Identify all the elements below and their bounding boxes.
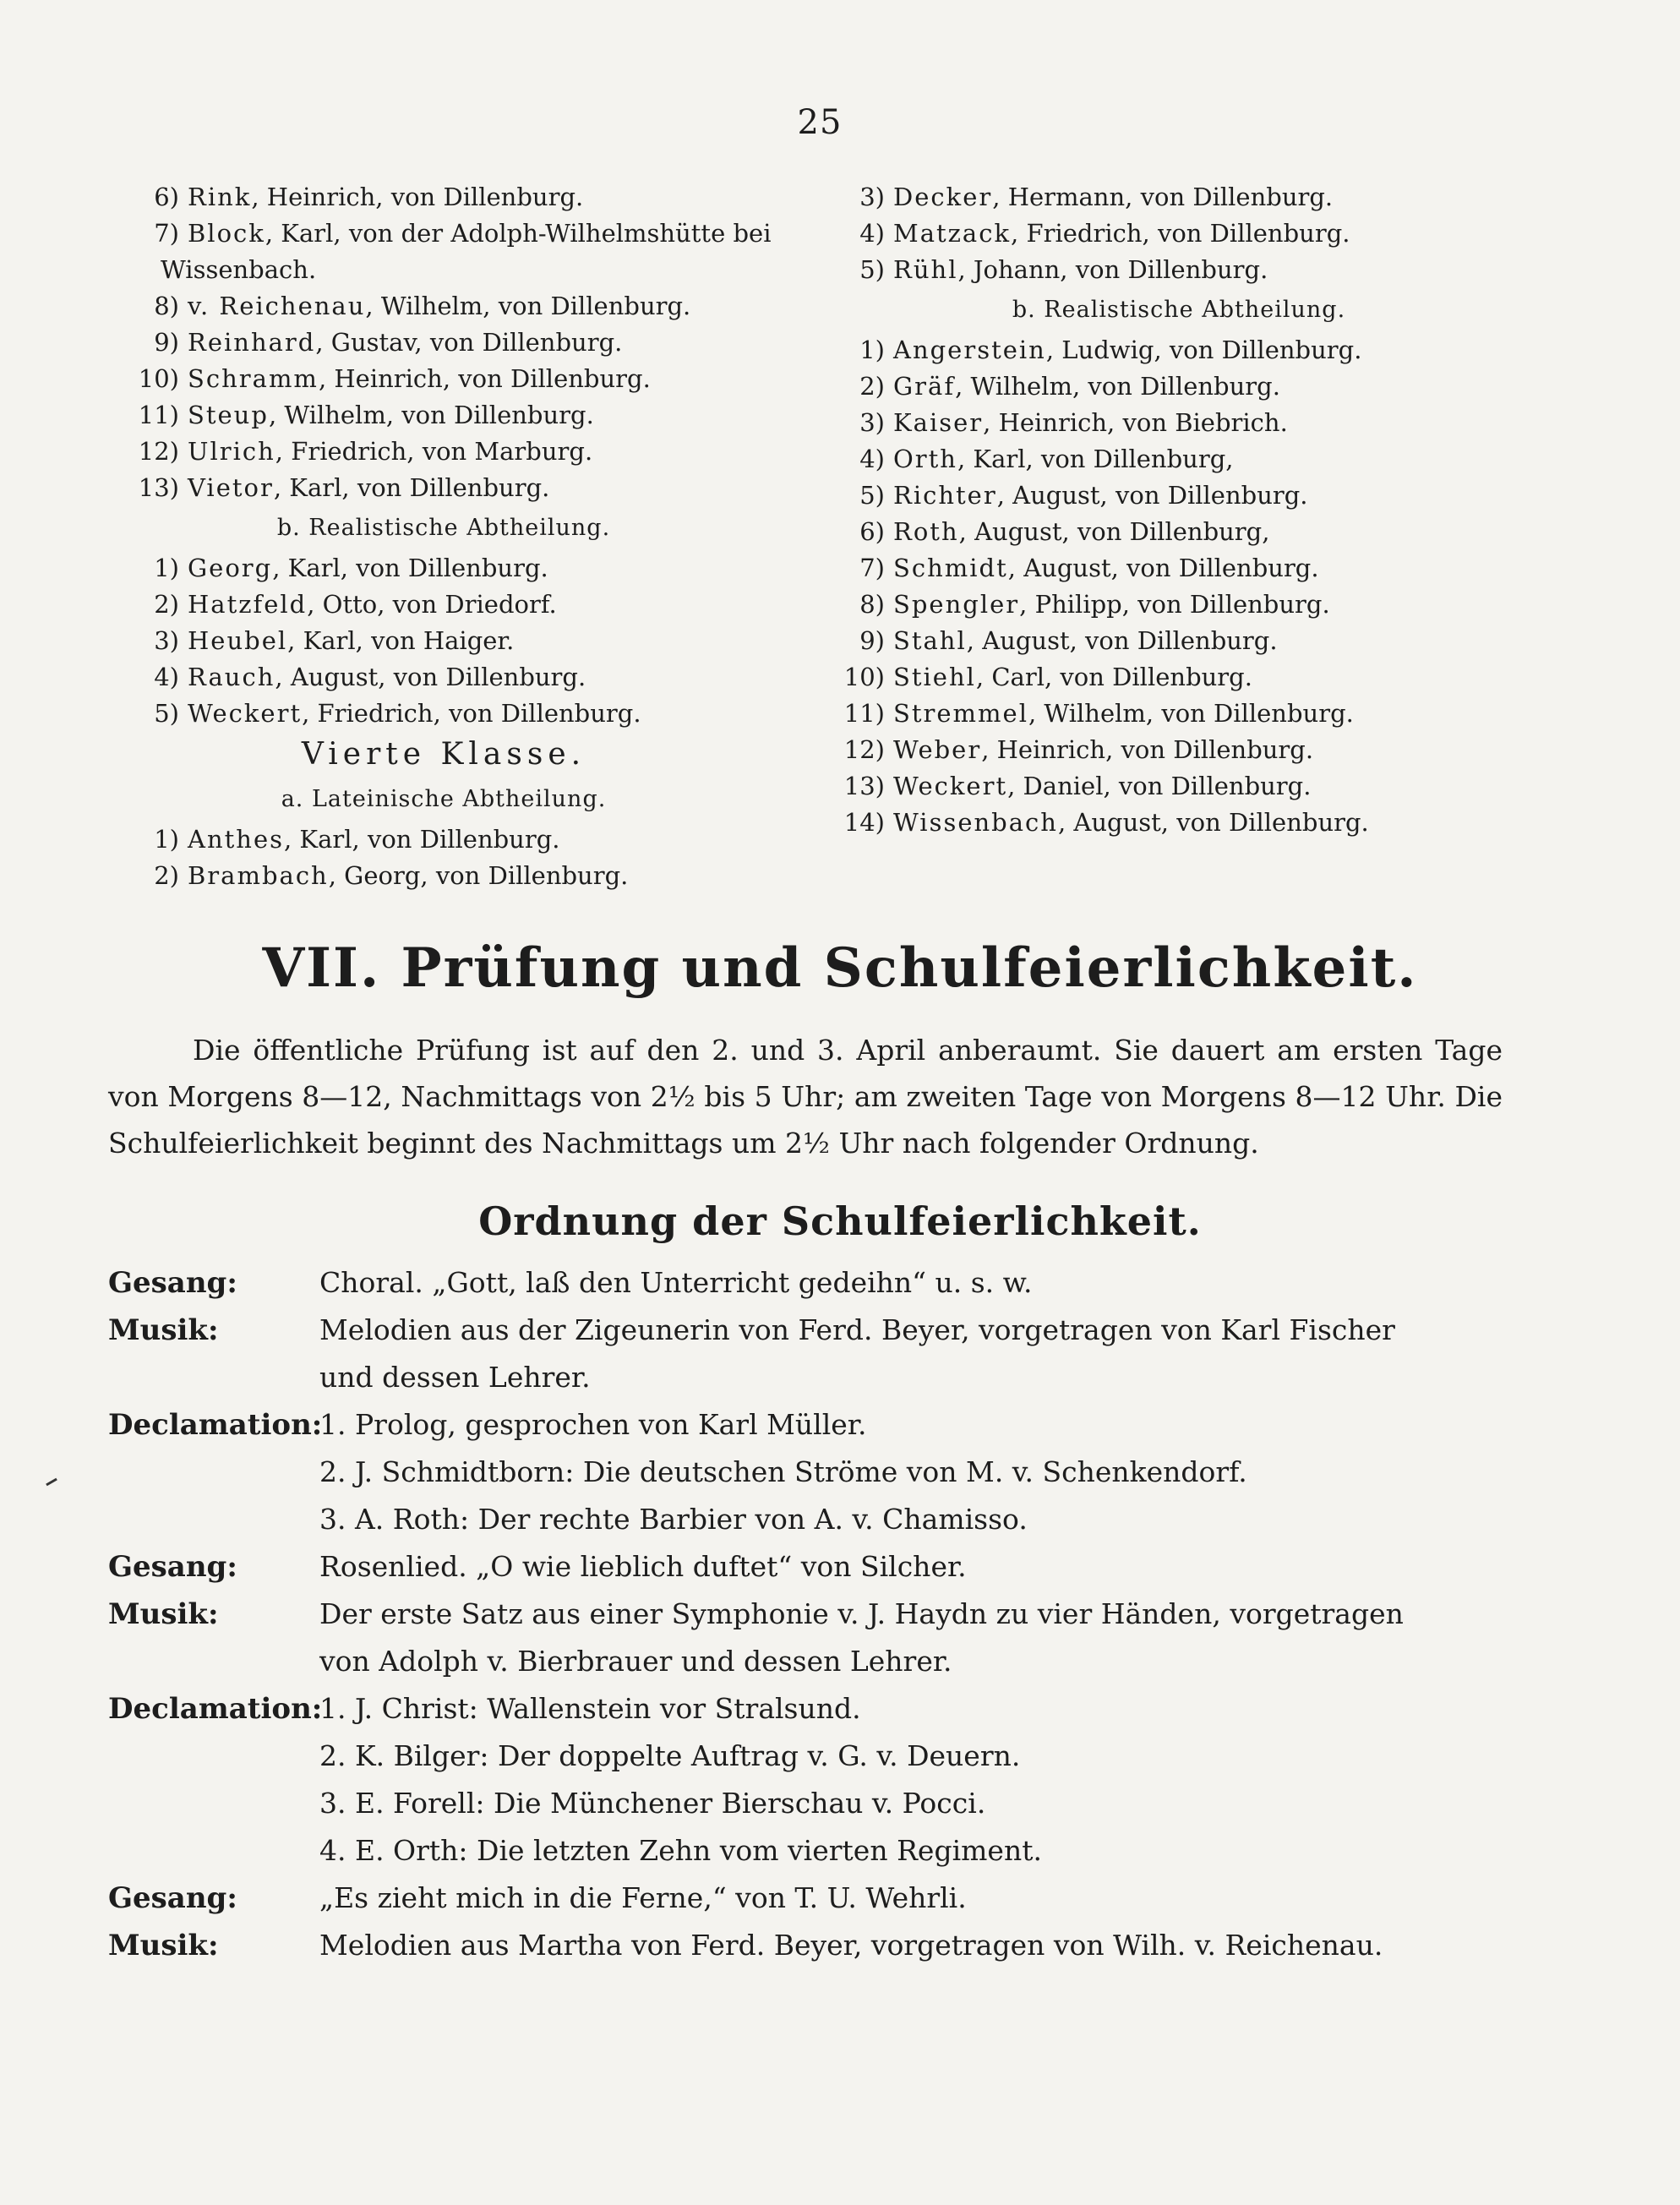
list-item xyxy=(832,550,1525,587)
program-item xyxy=(108,1591,1511,1685)
entry-details: , Wilhelm, von Dillenburg. xyxy=(955,372,1280,401)
list-item xyxy=(832,216,1525,252)
entry-surname: Spengler xyxy=(893,590,1020,619)
entry-number: 7) xyxy=(154,219,179,248)
entry-number: 11) xyxy=(138,401,179,429)
entry-surname: Stiehl xyxy=(893,663,976,691)
entry-details: , August, von Dillenburg. xyxy=(966,626,1278,655)
program-label: Musik: xyxy=(108,1597,219,1631)
entry-number: 10) xyxy=(138,364,179,393)
program-item xyxy=(108,1922,1511,1969)
entry-details: , Philipp, von Dillenburg. xyxy=(1019,590,1330,619)
entry-number: 5) xyxy=(859,255,885,284)
entry-surname: Stremmel xyxy=(893,699,1028,728)
subheading: b. Realistische Abtheilung. xyxy=(276,515,611,541)
list-item xyxy=(127,470,828,506)
entry-number: 5) xyxy=(859,481,885,510)
entry-number: 1) xyxy=(154,554,179,582)
entry-surname: Rühl xyxy=(893,255,958,284)
list-item xyxy=(832,514,1525,550)
program-line: 3. A. Roth: Der rechte Barbier von A. v. Chamisso. xyxy=(319,1503,1028,1536)
list-item xyxy=(832,332,1525,368)
program-text xyxy=(319,1307,1511,1401)
entry-details: , Heinrich, von Dillenburg. xyxy=(981,735,1314,764)
list-item xyxy=(127,179,828,216)
entry-surname: Rauch xyxy=(188,663,275,691)
entry-details: , Karl, von Dillenburg. xyxy=(273,473,550,502)
program-line: 3. E. Forell: Die Münchener Bierschau v. Pocci. xyxy=(319,1787,986,1820)
program-item xyxy=(108,1259,1511,1307)
entry-surname: Gräf xyxy=(893,372,956,401)
program-line: Rosenlied. „O wie lieblich duftet“ von Silcher. xyxy=(319,1550,967,1583)
entry-details: , Karl, von Dillenburg. xyxy=(272,554,548,582)
entry-details: , Georg, von Dillenburg. xyxy=(328,861,629,890)
subheading: a. Lateinische Abtheilung. xyxy=(281,786,607,812)
list-item xyxy=(832,587,1525,623)
entry-surname: Wissenbach xyxy=(893,808,1058,837)
program-line: 1. J. Christ: Wallenstein vor Stralsund. xyxy=(319,1692,861,1725)
entry-number: 13) xyxy=(138,473,179,502)
program-text xyxy=(319,1685,1511,1875)
entry-details: , Gustav, von Dillenburg. xyxy=(315,328,623,357)
list-item xyxy=(127,325,828,361)
entry-number: 2) xyxy=(154,590,179,619)
entry-surname: Orth xyxy=(893,445,957,473)
program-list xyxy=(108,1259,1511,1969)
program-text xyxy=(319,1875,1511,1922)
program-line: 1. Prolog, gesprochen von Karl Müller. xyxy=(319,1408,867,1441)
list-item xyxy=(127,623,828,659)
entry-details: , Wilhelm, von Dillenburg. xyxy=(1028,699,1354,728)
program-label: Musik: xyxy=(108,1929,219,1962)
program-label: Gesang: xyxy=(108,1881,237,1915)
entry-details: , Hermann, von Dillenburg. xyxy=(992,183,1334,211)
entry-surname: Weckert xyxy=(893,772,1008,800)
list-item xyxy=(832,252,1525,288)
program-line: Melodien aus Martha von Ferd. Beyer, vorgetragen von Wilh. v. Reichenau. xyxy=(319,1929,1383,1962)
entry-surname: Roth xyxy=(893,517,959,546)
entry-surname: Stahl xyxy=(893,626,967,655)
entry-number: 5) xyxy=(154,699,179,728)
list-item xyxy=(832,805,1525,841)
entry-surname: Angerstein xyxy=(893,336,1046,364)
entry-details: , Friedrich, von Marburg. xyxy=(275,437,593,466)
program-label: Declamation: xyxy=(108,1408,323,1442)
entry-number: 1) xyxy=(154,825,179,854)
entry-surname: Matzack xyxy=(893,219,1012,248)
entry-details: Wissenbach. xyxy=(161,255,317,284)
entry-surname: Weber xyxy=(893,735,982,764)
entry-details: , Heinrich, von Biebrich. xyxy=(983,408,1288,437)
entry-surname: Weckert xyxy=(188,699,303,728)
entry-surname: Heubel xyxy=(188,626,288,655)
entry-number: 11) xyxy=(843,699,885,728)
section-title: VII. Prüfung und Schulfeierlichkeit. xyxy=(262,936,1418,1000)
program-line: Der erste Satz aus einer Symphonie v. J. Haydn zu vier Händen, vorgetragen xyxy=(319,1597,1404,1630)
entry-details: , August, von Dillenburg, xyxy=(958,517,1270,546)
entry-surname: Ulrich xyxy=(188,437,275,466)
page-number: 25 xyxy=(797,103,843,142)
entry-details: , Friedrich, von Dillenburg. xyxy=(1011,219,1350,248)
list-item xyxy=(127,288,828,325)
exam-paragraph: Die öffentliche Prüfung ist auf den 2. und 3. April anberaumt. Sie dauert am ersten Tage von Morgens 8—12, Nachmittags von 2½ bis 5 Uhr; am zweiten Tage von Morgens 8—12 Uhr. Die Schulfeierlichkeit beginnt des Nachmittags um 2½ Uhr nach folgender Ordnung. xyxy=(108,1034,1503,1160)
entry-number: 4) xyxy=(859,445,885,473)
entry-details: , August, von Dillenburg. xyxy=(996,481,1308,510)
left-column xyxy=(127,179,828,894)
list-item xyxy=(127,216,828,252)
list-item xyxy=(127,587,828,623)
entry-number: 9) xyxy=(154,328,179,357)
program-line: 2. K. Bilger: Der doppelte Auftrag v. G. v. Deuern. xyxy=(319,1739,1021,1772)
entry-details: , Karl, von Haiger. xyxy=(287,626,515,655)
program-line: 4. E. Orth: Die letzten Zehn vom vierten Regiment. xyxy=(319,1834,1042,1867)
list-item xyxy=(127,361,828,397)
entry-surname: Reinhard xyxy=(188,328,316,357)
entry-number: 3) xyxy=(859,183,885,211)
margin-mark xyxy=(46,1478,57,1487)
entry-details: , August, von Dillenburg. xyxy=(1007,554,1319,582)
program-item xyxy=(108,1307,1511,1401)
list-item xyxy=(832,659,1525,696)
entry-details: , Heinrich, von Dillenburg. xyxy=(318,364,651,393)
entry-number: 12) xyxy=(843,735,885,764)
entry-details: , Karl, von Dillenburg. xyxy=(284,825,560,854)
program-line: Choral. „Gott, laß den Unterricht gedeihn“ u. s. w. xyxy=(319,1266,1033,1299)
entry-details: , Karl, von Dillenburg, xyxy=(957,445,1234,473)
entry-number: 7) xyxy=(859,554,885,582)
program-text xyxy=(319,1591,1511,1685)
program-label: Gesang: xyxy=(108,1550,237,1584)
program-item xyxy=(108,1543,1511,1591)
entry-number: 8) xyxy=(154,292,179,320)
entry-surname: Vietor xyxy=(188,473,274,502)
program-line: 2. J. Schmidtborn: Die deutschen Ströme von M. v. Schenkendorf. xyxy=(319,1455,1247,1488)
list-item xyxy=(832,696,1525,732)
entry-details: , Otto, von Driedorf. xyxy=(307,590,557,619)
entry-number: 8) xyxy=(859,590,885,619)
entry-details: , August, von Dillenburg. xyxy=(1057,808,1369,837)
entry-details: , August, von Dillenburg. xyxy=(275,663,586,691)
entry-number: 4) xyxy=(154,663,179,691)
entry-surname: Hatzfeld xyxy=(188,590,308,619)
entry-number: 2) xyxy=(154,861,179,890)
entry-surname: Brambach xyxy=(188,861,329,890)
program-line: Melodien aus der Zigeunerin von Ferd. Beyer, vorgetragen von Karl Fischer xyxy=(319,1313,1395,1346)
list-item xyxy=(127,434,828,470)
program-subtitle: Ordnung der Schulfeierlichkeit. xyxy=(478,1198,1202,1244)
entry-surname: Anthes xyxy=(188,825,284,854)
list-item xyxy=(127,696,828,732)
right-column xyxy=(832,179,1525,841)
program-text xyxy=(319,1543,1511,1591)
entry-surname: Schmidt xyxy=(893,554,1008,582)
entry-details: , Karl, von der Adolph-Wilhelmshütte bei xyxy=(265,219,772,248)
entry-number: 3) xyxy=(859,408,885,437)
entry-details: , Heinrich, von Dillenburg. xyxy=(251,183,584,211)
list-item xyxy=(127,858,828,894)
entry-number: 6) xyxy=(859,517,885,546)
program-label: Declamation: xyxy=(108,1692,323,1726)
list-item xyxy=(127,397,828,434)
entry-details: , Friedrich, von Dillenburg. xyxy=(302,699,641,728)
program-text xyxy=(319,1922,1511,1969)
entry-surname: Kaiser xyxy=(893,408,984,437)
entry-details: , Ludwig, von Dillenburg. xyxy=(1045,336,1362,364)
entry-number: 2) xyxy=(859,372,885,401)
entry-surname: Decker xyxy=(893,183,993,211)
entry-number: 4) xyxy=(859,219,885,248)
list-item xyxy=(832,405,1525,441)
program-line: von Adolph v. Bierbrauer und dessen Lehrer. xyxy=(319,1645,952,1678)
entry-details: , Carl, von Dillenburg. xyxy=(975,663,1252,691)
program-text xyxy=(319,1259,1511,1307)
entry-number: 14) xyxy=(843,808,885,837)
list-item xyxy=(127,252,828,288)
program-item xyxy=(108,1875,1511,1922)
program-label: Musik: xyxy=(108,1313,219,1347)
program-line: und dessen Lehrer. xyxy=(319,1361,591,1394)
list-item xyxy=(832,768,1525,805)
list-item xyxy=(127,550,828,587)
program-line: „Es zieht mich in die Ferne,“ von T. U. Wehrli. xyxy=(319,1881,967,1914)
program-item xyxy=(108,1685,1511,1875)
entry-number: 3) xyxy=(154,626,179,655)
entry-number: 13) xyxy=(843,772,885,800)
entry-surname: v. Reichenau xyxy=(188,292,366,320)
entry-number: 6) xyxy=(154,183,179,211)
entry-surname: Steup xyxy=(188,401,269,429)
list-item xyxy=(832,179,1525,216)
program-text xyxy=(319,1401,1511,1543)
subheading: b. Realistische Abtheilung. xyxy=(1012,297,1346,323)
entry-details: , Wilhelm, von Dillenburg. xyxy=(268,401,594,429)
entry-surname: Block xyxy=(188,219,265,248)
entry-number: 10) xyxy=(843,663,885,691)
entry-details: , Daniel, von Dillenburg. xyxy=(1007,772,1312,800)
program-label: Gesang: xyxy=(108,1266,237,1300)
list-item xyxy=(832,368,1525,405)
entry-details: , Wilhelm, von Dillenburg. xyxy=(365,292,691,320)
entry-surname: Rink xyxy=(188,183,252,211)
entry-number: 1) xyxy=(859,336,885,364)
list-item xyxy=(127,821,828,858)
entry-number: 9) xyxy=(859,626,885,655)
entry-surname: Richter xyxy=(893,481,997,510)
entry-number: 12) xyxy=(138,437,179,466)
list-item xyxy=(832,732,1525,768)
list-item xyxy=(832,441,1525,478)
program-item xyxy=(108,1401,1511,1543)
list-item xyxy=(127,659,828,696)
entry-surname: Georg xyxy=(188,554,273,582)
entry-details: , Johann, von Dillenburg. xyxy=(957,255,1268,284)
list-item xyxy=(832,478,1525,514)
entry-surname: Schramm xyxy=(188,364,319,393)
list-item xyxy=(832,623,1525,659)
class-heading: Vierte Klasse. xyxy=(301,737,586,772)
